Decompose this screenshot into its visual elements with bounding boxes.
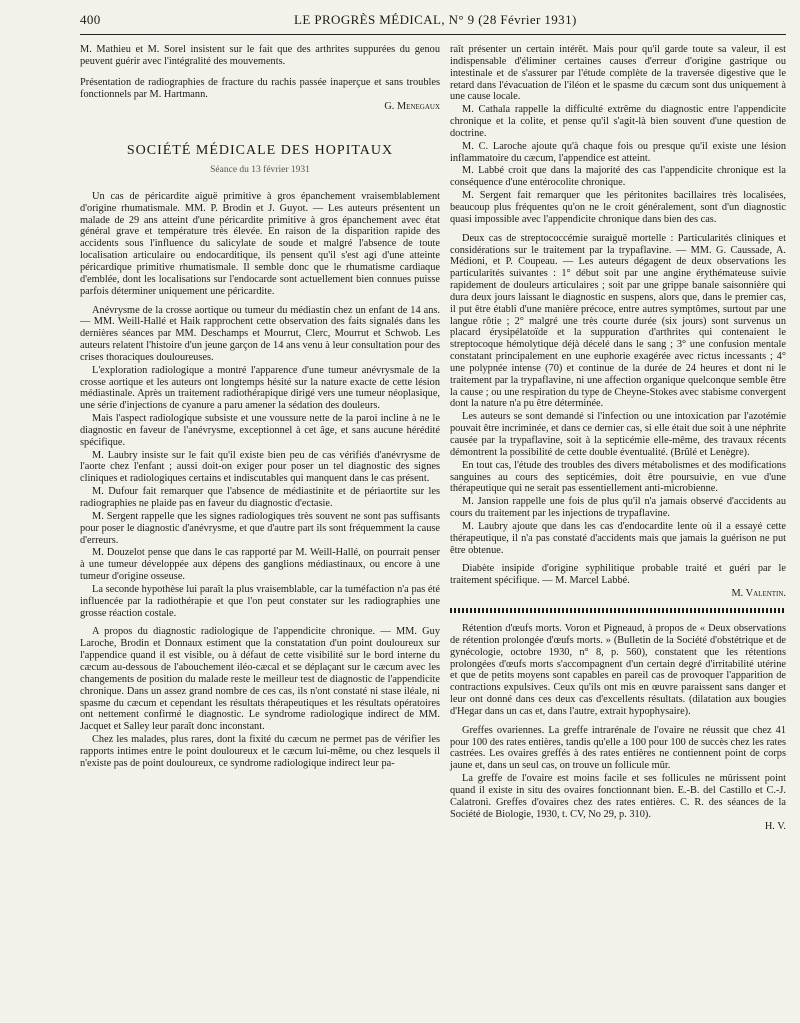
article-paragraph: Mais l'aspect radiologique subsiste et une voussure nette de la paroi incline à ne le diagnostic en faveur de l'anévrysme, exceptionnel à cet âge, et sans aucune hérédité spécifique. [80,413,440,448]
article-paragraph: Anévrysme de la crosse aortique ou tumeur du médiastin chez un enfant de 14 ans. — MM. Weill-Hallé et Haik rapprochent cette observation des faits signalés dans les dernières séances par MM. Deschamps et Mourrut, Clerc, Mourrut et Schwob. Les auteurs relatent l'histoire d'un jeune garçon de 14 ans venu à leur consultation pour des crises thoraciques douloureuses. [80,304,440,363]
left-column [80,44,440,771]
dotted-separator [450,608,786,613]
signature: M. Valentin. [731,588,786,600]
section-title: SOCIÉTÉ MÉDICALE DES HOPITAUX [126,143,394,159]
seance-date: Séance du 13 février 1931 [210,165,310,176]
article-paragraph: Chez les malades, plus rares, dont la fixité du cæcum ne permet pas de vérifier les rapports intimes entre le point douloureux et le cæcum lui-même, ou chez lesquels il n'existe pas de point douloureux, ce syndrome radiologique indirect leur pa- [80,734,440,769]
article-paragraph: La seconde hypothèse lui paraît la plus vraisemblable, car la tuméfaction n'a pas été influencée par la radiothérapie et que l'on peut constater sur les radiographies une grosse réaction costale. [80,583,440,619]
article-paragraph: M. Laubry insiste sur le fait qu'il existe bien peu de cas vérifiés d'anévrysme de l'aorte chez l'enfant ; aussi doit-on exiger pour poser un tel diagnostic des signes cliniques et radiologiques certains et indiscutables qui manquent dans le cas présent. [80,449,440,485]
article-paragraph: Deux cas de streptococcémie suraiguë mortelle : Particularités cliniques et considérations sur le traitement par la trypaflavine. — MM. G. Caussade, A. Médioni, et P. Coupeau. — Les auteurs dégagent de deux observations les particularités suivantes : 1° début soit par une angine érythémateuse suivie rapidement de douleurs articulaires ; soit par une grippe banale saisonnière qui dura deux jours laissant le diagnostic en suspens, alors que, dans le premier cas, il put être établi d'une manière précoce, entre autres symptômes, surtout par une langue rôtie ; 2° malgré une très courte durée (six jours) sont survenus un placard érysipélatoïde et la suppuration d'arthrites qui contenaient le streptocoque hémolytique déjà décelé dans le sang ; 3° une confusion mentale constatant principalement en une euphorie exagérée avec rictus incessants ; 4° une polypnée intense (70) et continue de la durée de 24 heures et dont ni le traitement par la trypaflavine, ni une affection organique quelconque semble être la cause ; ou une respiration du type de Cheyne-Stokes avec stabisme convergent dont la nature n'a pu être déterminée. [450,232,786,410]
signature: H. V. [764,821,786,833]
spacer [80,69,440,77]
article-paragraph: En tout cas, l'étude des troubles des divers métabolismes et des modifications sanguines au cours des septicémies, doit être poursuivie, en vue d'une thérapeutique qui ne serait pas essentiellement anti-microbienne. [450,459,786,495]
article-paragraph: L'exploration radiologique a montré l'apparence d'une tumeur anévrysmale de la crosse aortique et les auteurs ont longtemps hésité sur la nature exacte de cette lésion médiastinale. Après un traitement radiothérapique dirigé vers une tumeur néoplasique, une série d'injections de cyanure a paru amener la sédation des douleurs. [80,364,440,412]
journal-title: LE PROGRÈS MÉDICAL, N° 9 (28 Février 1931) [294,12,577,27]
article-paragraph: Diabète insipide d'origine syphilitique probable traité et guéri par le traitement spécifique. — M. Marcel Labbé. [450,563,786,587]
page-header [80,12,786,32]
article-paragraph: M. Jansion rappelle une fois de plus qu'il n'a jamais observé d'accidents au cours du traitement par les injections de trypaflavine. [450,496,786,520]
article-paragraph: Rétention d'œufs morts. Voron et Pigneaud, à propos de « Deux observations de rétention prolongée d'œufs morts. » (Bulletin de la Société d'obstétrique et de gynécologie, octobre 1930, n° 8, p. 560), constatent que les rétentions prolongées d'œufs morts s'accompagnent d'un certain degré d'irritabilité utérine et que de petits moyens sont capables en pareil cas de provoquer l'apparition de contractions expulsives. Ceux qu'ils ont mis en œuvre paraissent sans danger et leur ont donné dans ces deux cas d'excellents résultats. (dilatation aux bougies d'Hegar dans un cas et, dans l'autre, extrait hypophysaire). [450,622,786,717]
header-rule [80,34,786,35]
article-paragraph: Greffes ovariennes. La greffe intrarénale de l'ovaire ne réussit que chez 41 pour 100 des rates entières, tandis qu'elle a 100 pour 100 de succès chez les rates castrées. Les ovaires greffés à des rates entières ne contiennent point de corps jaune et, dans un seul cas, on trouve un follicule mûr. [450,724,786,772]
article-paragraph: M. Laubry ajoute que dans les cas d'endocardite lente où il a essayé cette thérapeutique, il n'a pas constaté d'accidents mais que jamais la guérison ne put être obtenue. [450,520,786,556]
article-paragraph: M. Sergent fait remarquer que les péritonites bacillaires très localisées, beaucoup plus fréquentes qu'on ne le croit généralement, sont d'un diagnostic quasi impossible avec l'appendicite chronique dans bien des cas. [450,190,786,225]
article-paragraph: M. Cathala rappelle la difficulté extrême du diagnostic entre l'appendicite chronique et la colite, et pense qu'il s'agit-là bien souvent d'une question de doctrine. [450,104,786,139]
article-paragraph: A propos du diagnostic radiologique de l'appendicite chronique. — MM. Guy Laroche, Brodin et Donnaux estiment que la constatation d'un point douloureux sur l'appendice quand il est visible, ou à défaut de cette visibilité sur le bord interne du cæcum au-dessous de l'abouchement iléo-cæcal et se déplaçant sur le cæcum avec les changements de position du malade reste le meilleur test de diagnostic de l'appendicite chronique. Dans un assez grand nombre de ces cas, ils n'ont constaté ni stase iléale, ni spasme du cæcum et cependant les résultats thérapeutiques et les résultats opératoires ont nettement confirmé le diagnostic. Le syndrome radiologique indirect de MM. Jacquet et Salley leur paraît donc inconstant. [80,626,440,733]
article-paragraph: M. Sergent rappelle que les signes radiologiques très souvent ne sont pas suffisants pour poser le diagnostic d'anévrysme, et que d'autre part ils sont fréquemment la cause d'erreurs. [80,510,440,546]
page-number: 400 [80,12,101,27]
article-paragraph: M. Dufour fait remarquer que l'absence de médiastinite et de périaortite sur les radiographies ne plaide pas en faveur du diagnostic d'ectasie. [80,486,440,509]
article-paragraph: M. Douzelot pense que dans le cas rapporté par M. Weill-Hallé, on pourrait penser à une tumeur développée aux dépens des ganglions médiastinaux, ou encore à une tumeur d'origine osseuse. [80,547,440,583]
article-paragraph: M. Labbé croit que dans la majorité des cas l'appendicite chronique est la conséquence d'une entérocolite chronique. [450,165,786,189]
article-paragraph: Les auteurs se sont demandé si l'infection ou une intoxication par l'azotémie pouvait être incriminée, et dans ce dernier cas, si elle était due soit à une néphrite causée par la trypaflavine, soit à la septicémie elle-même, des travaux récents démontrent la possibilité de cette double éventualité. (Brûlé et Lenègre). [450,411,786,458]
paragraph: M. Mathieu et M. Sorel insistent sur le fait que des arthrites suppurées du genou peuvent guérir avec l'intégralité des mouvements. [80,44,440,67]
paragraph: Présentation de radiographies de fracture du rachis passée inaperçue et sans troubles fonctionnels par M. Hartmann. [80,76,440,100]
signature: G. Menegaux [384,101,440,113]
article-paragraph: raît présenter un certain intérêt. Mais pour qu'il garde toute sa valeur, il est indispensable d'éliminer certaines causes d'erreur d'origine gastrique ou intestinale et de s'assurer par l'étude complète de la traversée digestive que le retard dans l'évacuation de l'iléon et le spasme du cæcum sont dus uniquement à une cause locale. [450,44,786,103]
article-paragraph: Un cas de péricardite aiguë primitive à gros épanchement vraisemblablement d'origine rhumatismale. MM. P. Brodin et J. Guyot. — Les auteurs présentent un malade de 29 ans atteint d'une péricardite primitive à gros épanchement avec état général grave et température très élevée. En raison de la disparition rapide des accidents sous l'influence du salicylate de soude et malgré l'absence de toute localisation articulaire ou endocarditique, ils pensent qu'il s'est agi d'une atteinte péricardique primitive rhumatismale. Il semble donc que le rhumatisme cardiaque d'emblée, dont les localisations sur l'endocarde sont actuellement bien connues puisse parfois déterminer uniquement une péricardite. [80,190,440,297]
right-column [450,44,786,833]
article-paragraph: M. C. Laroche ajoute qu'à chaque fois ou presque qu'il existe une lésion inflammatoire du cæcum, l'appendice est atteint. [450,140,786,164]
article-paragraph: La greffe de l'ovaire est moins facile et ses follicules ne mûrissent point quand il existe in situ des ovaires fonctionnant bien. E.-B. del Castillo et C.-J. Calatroni. Greffes d'ovaires chez des rates entières. C. R. des séances de la Société de Biologie, 1930, t. CV, No 29, p. 310). [450,773,786,820]
